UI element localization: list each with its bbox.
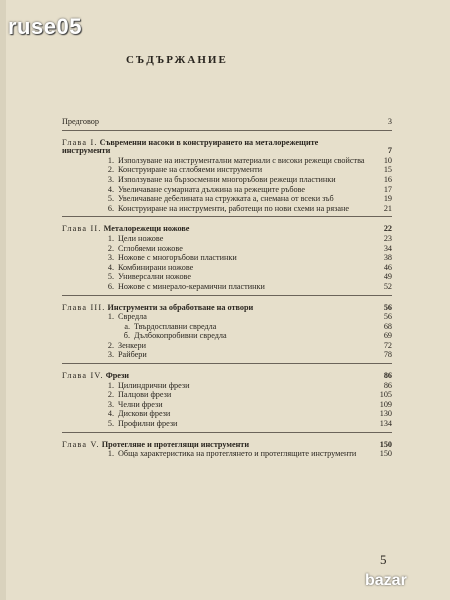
toc-entry (62, 118, 392, 127)
toc-entry-label (102, 245, 370, 254)
toc-entry-label (118, 323, 370, 332)
section-index: 3. (107, 174, 114, 184)
section-index: б. (123, 331, 130, 341)
section-index: 5. (107, 419, 114, 429)
section-divider (62, 295, 392, 296)
toc-entry-text: Протегляне и протеглящи инструменти (101, 439, 250, 449)
toc-entry (62, 235, 392, 244)
toc-entry-label (102, 157, 370, 166)
toc-entry-label (102, 391, 370, 400)
toc-entry (62, 313, 392, 322)
toc-entry (62, 225, 392, 234)
page-number: 5 (380, 552, 387, 567)
toc-page-number: 19 (383, 194, 392, 204)
section-index: 1. (107, 233, 114, 243)
toc-entry-text: Ножове с многоръбови пластинки (118, 253, 237, 263)
toc-page-number: 130 (379, 409, 392, 419)
toc-page-number: 34 (383, 243, 392, 253)
toc-entry (62, 205, 392, 214)
toc-page-number: 150 (379, 439, 392, 449)
toc-entry (62, 186, 392, 195)
chapter-number: Глава I. (62, 137, 98, 147)
toc-page-number: 46 (383, 262, 392, 272)
toc-entry-label (102, 450, 370, 459)
toc-page-number: 17 (383, 184, 392, 194)
toc-page-number: 7 (387, 146, 392, 156)
toc-entry-text: Райбери (118, 350, 147, 360)
section-index: 4. (107, 409, 114, 419)
logo (365, 572, 445, 594)
toc-entry (62, 254, 392, 263)
toc-entry (62, 351, 392, 360)
toc-entry-label (102, 342, 370, 351)
toc-entry-label (102, 420, 370, 429)
section-index: 2. (107, 340, 114, 350)
section-index: 3. (107, 253, 114, 263)
toc-entry-text: Металорежещи ножове (103, 224, 190, 234)
toc-entry-label (102, 186, 370, 195)
toc-entry (62, 342, 392, 351)
section-index: 1. (107, 312, 114, 322)
toc-page-number: 56 (383, 312, 392, 322)
toc-page-number: 16 (383, 174, 392, 184)
section-index: 1. (107, 449, 114, 459)
chapter-number: Глава II. (62, 224, 102, 234)
toc-entry (62, 382, 392, 391)
toc-entry-text: Фрези (105, 371, 129, 381)
toc-entry-text: Конструиране на сглобяеми инструменти (118, 165, 263, 175)
toc-page-number: 3 (387, 117, 392, 126)
logo-text: bazar (365, 572, 407, 589)
toc-page-number: 23 (383, 233, 392, 243)
toc-entry-label (102, 235, 370, 244)
toc-entry-label (102, 313, 370, 322)
toc-entry-label (102, 401, 370, 410)
section-index: 5. (107, 272, 114, 282)
section-index: 2. (107, 243, 114, 253)
toc-entry-label (62, 118, 370, 127)
section-divider (62, 216, 392, 217)
toc-entry-text: Ножове с минерало-керамични пластинки (118, 281, 265, 291)
toc-entry-label (62, 441, 370, 450)
toc-entry-label (62, 372, 370, 381)
watermark-text: ruse05 (8, 14, 82, 39)
toc-entry-label (62, 304, 370, 313)
toc-entry-text: Конструиране на инструменти, работещи по нови схеми на рязане (118, 203, 350, 213)
toc-entry (62, 166, 392, 175)
toc-entry-label (102, 166, 370, 175)
toc-entry-label (102, 264, 370, 273)
toc-entry-text: Цилиндрични фрези (118, 380, 190, 390)
chapter-number: Глава IV. (62, 371, 104, 381)
toc-entry-text: Използуване на бързосменни многоръбови режещи пластинки (118, 174, 336, 184)
section-index: а. (124, 321, 130, 331)
toc-entry-label (102, 195, 370, 204)
toc-page-number: 68 (383, 321, 392, 331)
toc-entry-label (62, 139, 370, 156)
toc-entry-text: Свредла (118, 312, 147, 322)
toc-entry-label (102, 410, 370, 419)
toc-page-number: 22 (383, 224, 392, 234)
toc-entry-label (118, 332, 370, 341)
toc-page-number: 38 (383, 253, 392, 263)
toc-entry (62, 420, 392, 429)
page-title: СЪДЪРЖАНИЕ (126, 54, 228, 66)
book-page (6, 0, 450, 600)
toc-entry (62, 139, 392, 156)
toc-page-number: 134 (379, 419, 392, 429)
toc-page-number: 105 (379, 390, 392, 400)
toc-entry-label (102, 283, 370, 292)
toc-entry (62, 195, 392, 204)
toc-entry (62, 441, 392, 450)
toc-page-number: 69 (383, 331, 392, 341)
toc-entry-label (62, 225, 370, 234)
toc-entry (62, 176, 392, 185)
toc-entry-text: Цели ножове (118, 233, 164, 243)
section-index: 3. (107, 350, 114, 360)
chapter-number: Глава III. (62, 302, 106, 312)
toc-entry (62, 372, 392, 381)
section-index: 2. (107, 390, 114, 400)
toc-page-number: 52 (383, 281, 392, 291)
toc-entry-text: Предговор (62, 117, 99, 126)
toc-entry-label (102, 254, 370, 263)
section-index: 6. (107, 203, 114, 213)
toc-page-number: 56 (383, 302, 392, 312)
toc-entry-text: Сглобяеми ножове (118, 243, 183, 253)
section-index: 4. (107, 262, 114, 272)
toc-page-number: 10 (383, 155, 392, 165)
toc-entry (62, 245, 392, 254)
toc-entry (62, 273, 392, 282)
section-index: 5. (107, 194, 114, 204)
toc-page-number: 49 (383, 272, 392, 282)
toc-page-number: 21 (383, 203, 392, 213)
section-index: 4. (107, 184, 114, 194)
toc-entry-label (102, 351, 370, 360)
toc-entry (62, 332, 392, 341)
toc-entry-text: Челни фрези (118, 399, 163, 409)
toc-entry-text: Инструменти за обработване на отвори (107, 302, 254, 312)
toc-page-number: 72 (383, 340, 392, 350)
table-of-contents (62, 118, 392, 460)
toc-entry-label (102, 382, 370, 391)
toc-entry-text: Дълбокопробивни свредла (134, 331, 227, 341)
toc-page-number: 86 (383, 371, 392, 381)
toc-entry-text: Използуване на инструментални материали с високи режещи свойства (118, 155, 365, 165)
toc-entry (62, 304, 392, 313)
toc-page-number: 150 (379, 449, 392, 459)
section-index: 1. (107, 380, 114, 390)
toc-entry-text: Увеличаване дебелината на стружката a, снемана от всеки зъб (118, 194, 334, 204)
section-index: 2. (107, 165, 114, 175)
section-divider (62, 432, 392, 433)
toc-page-number: 86 (383, 380, 392, 390)
toc-entry-text: Съвременни насоки в конструирането на металорежещите инструменти (62, 137, 319, 156)
toc-entry (62, 283, 392, 292)
toc-entry-text: Обща характеристика на протеглянето и протеглящите инструменти (118, 449, 357, 459)
toc-entry (62, 401, 392, 410)
section-divider (62, 130, 392, 131)
section-index: 3. (107, 399, 114, 409)
toc-entry-text: Дискови фрези (118, 409, 171, 419)
toc-entry-text: Универсални ножове (118, 272, 191, 282)
toc-entry (62, 410, 392, 419)
toc-entry-text: Комбинирани ножове (118, 262, 194, 272)
toc-page-number: 109 (379, 399, 392, 409)
section-divider (62, 363, 392, 364)
toc-entry (62, 157, 392, 166)
section-index: 6. (107, 281, 114, 291)
toc-entry-text: Палцови фрези (118, 390, 172, 400)
chapter-number: Глава V. (62, 439, 100, 449)
toc-page-number: 78 (383, 350, 392, 360)
toc-entry-label (102, 176, 370, 185)
toc-entry-text: Зенкери (118, 340, 147, 350)
toc-entry (62, 323, 392, 332)
toc-entry (62, 264, 392, 273)
toc-page-number: 15 (383, 165, 392, 175)
toc-entry-label (102, 205, 370, 214)
toc-entry-label (102, 273, 370, 282)
toc-entry-text: Твърдосплавни свредла (134, 321, 217, 331)
toc-entry-text: Профилни фрези (118, 419, 178, 429)
toc-entry (62, 391, 392, 400)
section-index: 1. (107, 155, 114, 165)
toc-entry (62, 450, 392, 459)
toc-entry-text: Увеличаване сумарната дължина на режещите ръбове (118, 184, 306, 194)
